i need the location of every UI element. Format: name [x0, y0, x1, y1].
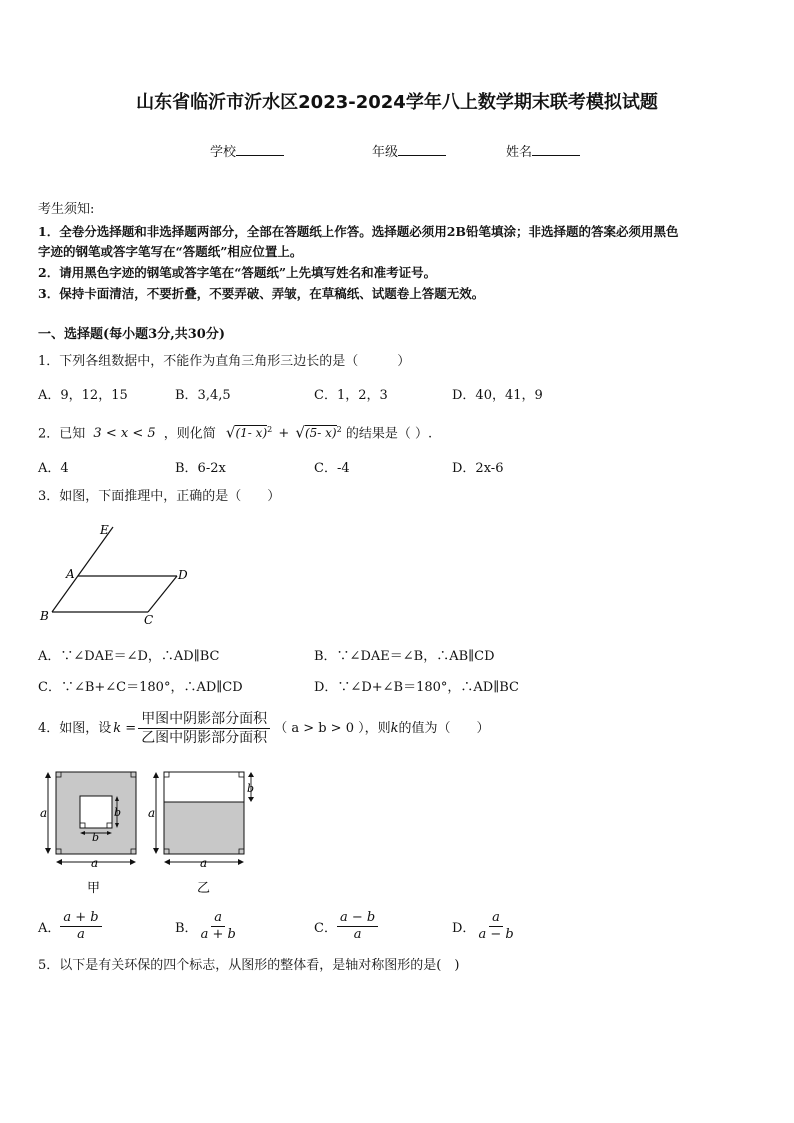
question-2-option-d[interactable]: D．2x-6	[452, 461, 504, 476]
school-label: 学校	[210, 145, 237, 160]
school-field[interactable]	[210, 141, 284, 160]
question-4-option-a[interactable]: A． $\frac{a + b}{a}$	[38, 910, 102, 943]
notice-item-1-line-1: 1．全卷分选择题和非选择题两部分，全部在答题纸上作答。选择题必须用2B铅笔填涂；非选择题的答案必须用黑色	[38, 224, 679, 239]
notice-item-3: 3．保持卡面清洁，不要折叠，不要弄破、弄皱，在草稿纸、试题卷上答题无效。	[38, 286, 485, 301]
k-fraction-numerator: 甲图中阴影部分面积	[138, 710, 270, 729]
k-symbol: k	[390, 720, 399, 736]
question-3-stem: 3．如图，下面推理中，正确的是（ ）	[38, 489, 281, 504]
school-blank[interactable]	[236, 142, 284, 156]
label-a: A	[66, 567, 75, 581]
question-1-option-b[interactable]: B．3,4,5	[175, 388, 231, 403]
question-1-option-c[interactable]: C．1，2，3	[314, 388, 388, 403]
page-title: 山东省临沂市沂水区2023-2024学年八上数学期末联考模拟试题	[136, 92, 658, 113]
question-4-stem	[38, 710, 490, 747]
grade-field[interactable]	[372, 141, 446, 160]
jia-label-b-side: b	[114, 806, 122, 819]
notice-item-2: 2．请用黑色字迹的钢笔或答字笔在“答题纸”上先填写姓名和准考证号。	[38, 265, 437, 280]
k-equals: k =	[113, 720, 137, 736]
area-figures	[36, 766, 266, 898]
question-2-option-c[interactable]: C．-4	[314, 461, 350, 476]
question-2-option-a[interactable]: A．4	[38, 461, 69, 476]
notice-heading: 考生须知:	[38, 202, 95, 217]
plus-sign: +	[278, 426, 290, 442]
jia-label-a-bottom: a	[91, 856, 99, 870]
question-4-option-d[interactable]: D． $\frac{a}{a - b}$	[452, 910, 514, 942]
jia-label-b-bottom: b	[92, 831, 100, 844]
yi-label-b-side: b	[247, 782, 255, 795]
question-1-option-a[interactable]: A．9，12，15	[38, 388, 128, 403]
question-1-stem: 1．下列各组数据中，不能作为直角三角形三边长的是（ ）	[38, 354, 411, 369]
question-4-prefix: 4．如图，设	[38, 720, 112, 736]
question-4-option-b[interactable]: B． $\frac{a}{a + b}$	[175, 910, 236, 942]
line-be	[52, 527, 113, 612]
name-field[interactable]	[506, 141, 580, 160]
question-2-mid: ，则化简	[163, 426, 216, 442]
name-label: 姓名	[506, 145, 533, 160]
label-c: C	[144, 613, 154, 627]
question-4-suffix: 的值为（ ）	[398, 720, 490, 736]
question-3-option-d[interactable]: D．∵∠D+∠B＝180°，∴AD∥BC	[314, 680, 519, 695]
question-2-condition: 3 < x < 5	[93, 426, 156, 442]
question-2-option-b[interactable]: B．6-2x	[175, 461, 226, 476]
line-cd	[148, 576, 177, 612]
question-3-option-a[interactable]: A．∵∠DAE＝∠D，∴AD∥BC	[38, 649, 220, 664]
radical-1: √(1- x)$^2$	[225, 423, 273, 442]
label-e: E	[100, 523, 109, 537]
label-d: D	[178, 568, 188, 582]
label-b: B	[40, 609, 49, 623]
radical-2: √(5- x)$^2$	[295, 423, 342, 442]
question-1-option-d[interactable]: D．40，41，9	[452, 388, 543, 403]
yi-label-a-bottom: a	[200, 856, 208, 870]
grade-label: 年级	[372, 145, 399, 160]
question-5-stem: 5．以下是有关环保的四个标志，从图形的整体看，是轴对称图形的是( )	[38, 958, 460, 973]
yi-label-a-side: a	[148, 806, 156, 820]
notice-item-1-line-2: 字迹的钢笔或答字笔写在“答题纸”相应位置上。	[38, 244, 303, 259]
question-3-option-b[interactable]: B．∵∠DAE＝∠B，∴AB∥CD	[314, 649, 495, 664]
jia-label-a-side: a	[40, 806, 48, 820]
parallelogram-figure	[36, 520, 206, 630]
section-heading: 一、选择题(每小题3分,共30分)	[38, 327, 225, 342]
yi-shaded-rect	[164, 802, 244, 854]
question-2-stem	[38, 420, 432, 444]
jia-caption: 甲	[87, 881, 101, 896]
question-2-suffix: 的结果是（ ）.	[345, 426, 433, 442]
question-3-option-c[interactable]: C．∵∠B+∠C＝180°，∴AD∥CD	[38, 680, 243, 695]
name-blank[interactable]	[532, 142, 580, 156]
question-4-option-c[interactable]: C． $\frac{a - b}{a}$	[314, 910, 378, 943]
grade-blank[interactable]	[398, 142, 446, 156]
yi-caption: 乙	[197, 881, 211, 896]
k-fraction-denominator: 乙图中阴影部分面积	[141, 730, 268, 746]
question-4-condition: （ a > b > 0 ），则	[274, 720, 391, 736]
question-2-prefix: 2．已知	[38, 426, 86, 442]
k-fraction	[138, 710, 270, 747]
